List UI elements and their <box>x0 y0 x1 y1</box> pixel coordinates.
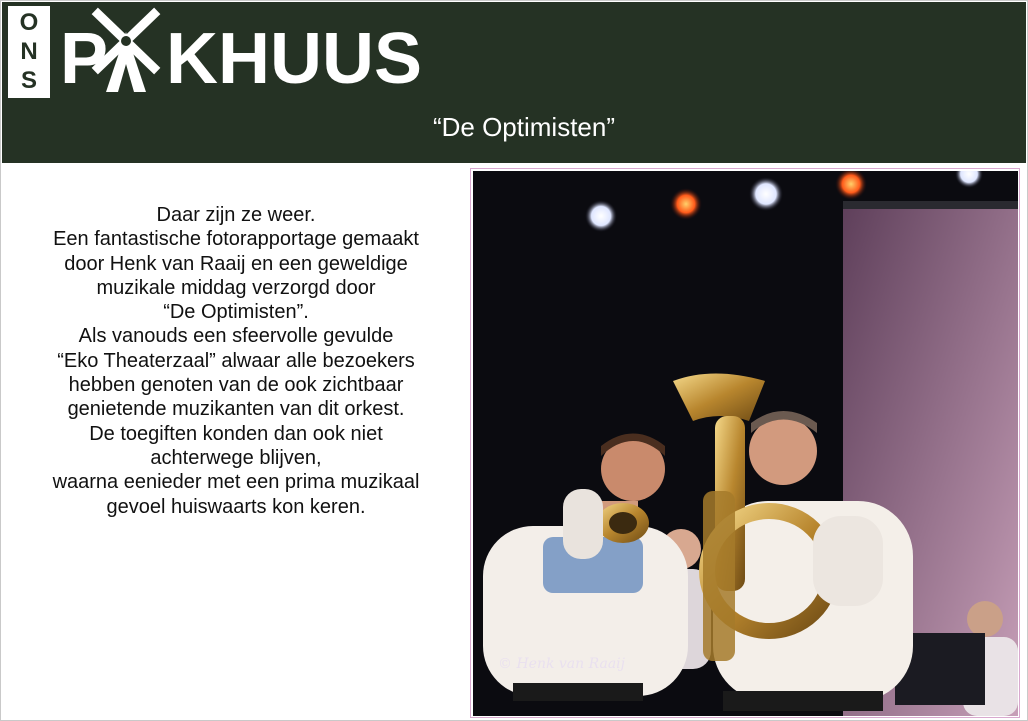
article-line: “Eko Theaterzaal” alwaar alle bezoekers <box>57 349 415 372</box>
concert-photo-illustration <box>473 171 1018 716</box>
article-line: Een fantastische fotorapportage gemaakt <box>53 228 419 251</box>
article-line: hebben genoten van de ook zichtbaar <box>68 374 404 397</box>
article-line: muzikale middag verzorgd door <box>96 276 376 299</box>
concert-photo[interactable] <box>473 171 1018 716</box>
windmill-logo-icon <box>86 6 166 94</box>
article-line: door Henk van Raaij en een geweldige <box>64 252 408 275</box>
article-line: Als vanouds een sfeervolle gevulde <box>78 325 394 348</box>
article-line: “De Optimisten”. <box>163 301 309 324</box>
article-line: genietende muzikanten van dit orkest. <box>67 398 405 421</box>
article-text <box>24 203 448 519</box>
article-line: De toegiften konden dan ook niet <box>89 422 383 445</box>
photo-credit: © Henk van Raaij <box>498 656 625 672</box>
page-title: “De Optimisten” <box>432 112 616 142</box>
logo-letter-o: O <box>19 8 39 36</box>
logo-letter-s: S <box>20 67 37 95</box>
site-header <box>2 2 1026 163</box>
article-line: waarna eenieder met een prima muzikaal <box>52 471 420 494</box>
article-line: achterwege blijven, <box>150 446 322 469</box>
article-line: gevoel huiswaarts kon keren. <box>106 495 366 518</box>
logo-word-right: KHUUS <box>166 19 423 99</box>
article-line: Daar zijn ze weer. <box>156 204 316 226</box>
logo-letter-n: N <box>20 37 38 65</box>
logo-word-left: P <box>60 19 109 99</box>
logo-ons-block <box>8 6 50 98</box>
